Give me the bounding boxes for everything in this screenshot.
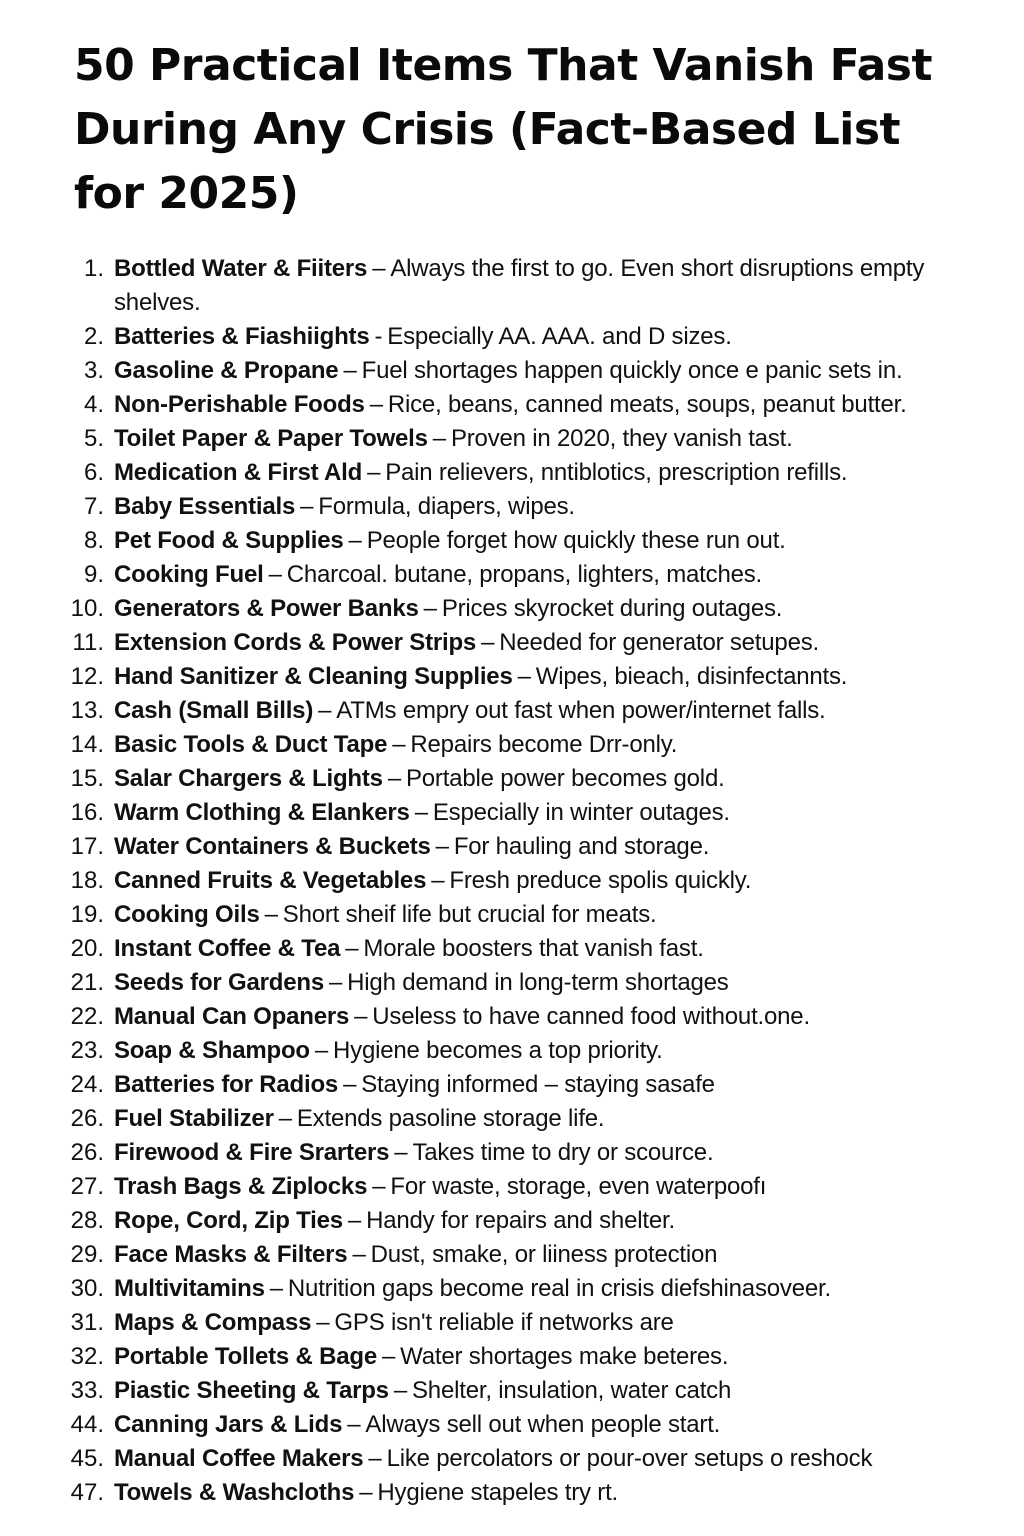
item-number: 47.: [70, 1479, 104, 1506]
item-number: 24.: [70, 1071, 104, 1098]
item-description: Especially AA. AAA. and D sizes.: [387, 323, 732, 350]
item-number: 11.: [72, 629, 104, 656]
item-separator: –: [343, 1071, 357, 1098]
item-name: Non-Perishable Foods: [114, 391, 365, 418]
item-content: [114, 1102, 984, 1136]
item-name: Batteries for Radios: [114, 1071, 339, 1098]
list-item: [54, 1238, 984, 1272]
item-separator: –: [368, 1445, 382, 1472]
item-number: 6.: [83, 459, 104, 486]
item-content: [114, 830, 984, 864]
item-name: Warm Clothing & Elankers: [114, 799, 410, 826]
list-item: [54, 1204, 984, 1238]
item-content: [114, 898, 984, 932]
item-name: Cooking Fuel: [114, 561, 264, 588]
item-number: 15.: [70, 765, 104, 792]
item-separator: -: [374, 323, 383, 350]
item-separator: –: [314, 1037, 329, 1064]
item-name: Seeds for Gardens: [114, 969, 325, 996]
item-name: Medication & First Ald: [114, 459, 363, 486]
item-separator: –: [392, 731, 406, 758]
item-separator: –: [382, 1343, 396, 1370]
item-separator: –: [481, 629, 495, 656]
item-separator: –: [347, 1411, 361, 1438]
item-number: 23.: [70, 1037, 104, 1064]
list-item: [54, 728, 984, 762]
item-name: Extension Cords & Power Strips: [114, 629, 477, 656]
item-content: [114, 1238, 984, 1272]
item-content: [114, 796, 984, 830]
list-item: [54, 932, 984, 966]
item-name: Trash Bags & Ziplocks: [114, 1173, 368, 1200]
item-number: 1.: [83, 255, 104, 282]
list-item: [54, 1068, 984, 1102]
item-description: Rice, beans, canned meats, soups, peanut butter.: [387, 391, 907, 418]
list-item: [54, 966, 984, 1000]
list-item: [54, 796, 984, 830]
item-content: [114, 456, 984, 490]
item-number: 8.: [83, 527, 104, 554]
item-separator: –: [367, 459, 381, 486]
item-separator: –: [387, 765, 401, 792]
item-separator: –: [369, 391, 383, 418]
list-item: [54, 1272, 984, 1306]
item-separator: –: [268, 561, 282, 588]
item-name: Pet Food & Supplies: [114, 527, 344, 554]
list-item: [54, 490, 984, 524]
list-item: [54, 1000, 984, 1034]
item-number: 22.: [70, 1003, 104, 1030]
item-name: Canned Fruits & Vegetables: [114, 867, 427, 894]
item-description: Extends pasoline storage life.: [296, 1105, 605, 1132]
item-number: 12.: [70, 663, 104, 690]
item-name: Face Masks & Filters: [114, 1241, 348, 1268]
item-number: 26.: [70, 1105, 104, 1132]
item-name: Rope, Cord, Zip Ties: [114, 1207, 343, 1234]
page-title: 50 Practical Items That Vanish Fast During Any Crisis (Fact-Based List for 2025): [74, 40, 933, 219]
item-content: [114, 1068, 984, 1102]
item-separator: –: [359, 1479, 373, 1506]
item-content: [114, 660, 984, 694]
item-separator: –: [347, 1207, 362, 1234]
list-item: [54, 830, 984, 864]
item-description: Charcoal. butane, propans, lighters, matches.: [286, 561, 763, 588]
item-number: 45.: [70, 1445, 104, 1472]
list-item: [54, 1374, 984, 1408]
item-name: Manual Coffee Makers: [114, 1445, 364, 1472]
item-separator: –: [329, 969, 343, 996]
item-description: Like percolators or pour-over setups o reshock: [386, 1445, 873, 1472]
item-name: Water Containers & Buckets: [114, 833, 431, 860]
item-description: Proven in 2020, they vanish tast.: [450, 425, 793, 452]
list-item: [54, 1034, 984, 1068]
item-number: 3.: [83, 357, 104, 384]
item-description: Takes time to dry or scource.: [412, 1139, 714, 1166]
item-content: [114, 252, 984, 320]
item-name: Piastic Sheeting & Tarps: [114, 1377, 389, 1404]
item-number: 32.: [70, 1343, 104, 1370]
item-separator: –: [278, 1105, 292, 1132]
item-name: Generators & Power Banks: [114, 595, 419, 622]
item-description: Morale boosters that vanish fast.: [363, 935, 704, 962]
item-description: Staying informed – staying sasafe: [361, 1071, 715, 1098]
item-name: Basic Tools & Duct Tape: [114, 731, 388, 758]
item-description: People forget how quickly these run out.: [366, 527, 786, 554]
item-number: 13.: [70, 697, 104, 724]
item-description: Needed for generator setupes.: [499, 629, 819, 656]
item-separator: –: [318, 697, 332, 724]
item-content: [114, 1408, 984, 1442]
item-content: [114, 762, 984, 796]
item-content: [114, 1442, 984, 1476]
item-description: Prices skyrocket during outages.: [441, 595, 783, 622]
item-content: [114, 1374, 984, 1408]
list-item: [54, 1442, 984, 1476]
list-item: [54, 320, 984, 354]
item-name: Baby Essentials: [114, 493, 296, 520]
item-name: Canning Jars & Lids: [114, 1411, 343, 1438]
item-number: 7.: [83, 493, 104, 520]
item-separator: –: [414, 799, 428, 826]
item-number: 14.: [70, 731, 104, 758]
item-name: Maps & Compass: [114, 1309, 312, 1336]
item-separator: –: [348, 527, 362, 554]
list-item: [54, 1340, 984, 1374]
item-separator: –: [394, 1139, 408, 1166]
item-separator: –: [423, 595, 437, 622]
item-description: GPS isn't reliable if networks are: [334, 1309, 674, 1336]
item-number: 28.: [70, 1207, 104, 1234]
item-content: [114, 1034, 984, 1068]
list-item: [54, 1476, 984, 1510]
item-description: Repairs become Drr-only.: [410, 731, 678, 758]
list-item: [54, 592, 984, 626]
list-item: [54, 354, 984, 388]
item-number: 20.: [70, 935, 104, 962]
item-name: Toilet Paper & Paper Towels: [114, 425, 428, 452]
item-content: [114, 932, 984, 966]
item-name: Portable Tollets & Bage: [114, 1343, 378, 1370]
item-name: Cash (Small Bills): [114, 697, 314, 724]
item-separator: –: [354, 1003, 368, 1030]
item-number: 16.: [70, 799, 104, 826]
item-number: 9.: [83, 561, 104, 588]
item-content: [114, 1272, 984, 1306]
item-number: 18.: [70, 867, 104, 894]
item-name: Gasoline & Propane: [114, 357, 339, 384]
item-content: [114, 728, 984, 762]
item-description: High demand in long-term shortages: [347, 969, 729, 996]
item-content: [114, 1306, 984, 1340]
item-content: [114, 490, 984, 524]
item-description: Pain relievers, nntiblotics, prescription refills.: [385, 459, 848, 486]
list-item: [54, 694, 984, 728]
list-item: [54, 456, 984, 490]
list-item: [54, 524, 984, 558]
list-item: [54, 1408, 984, 1442]
item-name: Salar Chargers & Lights: [114, 765, 383, 792]
item-content: [114, 320, 984, 354]
item-number: 44.: [70, 1411, 104, 1438]
item-number: 19.: [70, 901, 104, 928]
item-content: [114, 354, 984, 388]
item-description: Always the first to go. Even short disruptions empty shelves.: [114, 255, 925, 316]
list-item: [54, 762, 984, 796]
list-item: [54, 388, 984, 422]
item-separator: –: [264, 901, 278, 928]
item-description: Especially in winter outages.: [432, 799, 730, 826]
item-name: Bottled Water & Fiiters: [114, 255, 368, 282]
list-item: [54, 558, 984, 592]
item-separator: –: [372, 1173, 386, 1200]
item-separator: –: [316, 1309, 330, 1336]
item-content: [114, 388, 984, 422]
item-description: Nutrition gaps become real in crisis diefshinasoveer.: [287, 1275, 831, 1302]
item-separator: –: [343, 357, 357, 384]
item-separator: –: [517, 663, 531, 690]
list-item: [54, 626, 984, 660]
item-content: [114, 422, 984, 456]
item-name: Cooking Oils: [114, 901, 260, 928]
item-number: 26.: [70, 1139, 104, 1166]
item-content: [114, 864, 984, 898]
item-description: Fresh preduce spolis quickly.: [449, 867, 752, 894]
item-description: Fuel shortages happen quickly once e panic sets in.: [361, 357, 903, 384]
item-content: [114, 558, 984, 592]
item-number: 5.: [83, 425, 104, 452]
item-name: Multivitamins: [114, 1275, 265, 1302]
item-description: For waste, storage, even waterpoofı: [390, 1173, 767, 1200]
item-number: 21.: [70, 969, 104, 996]
item-content: [114, 626, 984, 660]
item-description: Short sheif life but crucial for meats.: [282, 901, 657, 928]
item-separator: –: [431, 867, 445, 894]
item-description: ATMs empry out fast when power/internet falls.: [336, 697, 826, 724]
item-separator: –: [269, 1275, 283, 1302]
item-name: Fuel Stabilizer: [114, 1105, 274, 1132]
list-item: [54, 422, 984, 456]
item-separator: –: [372, 255, 386, 282]
item-name: Towels & Washcloths: [114, 1479, 355, 1506]
item-number: 17.: [70, 833, 104, 860]
item-description: Formula, diapers, wipes.: [318, 493, 575, 520]
item-description: Shelter, insulation, water catch: [412, 1377, 732, 1404]
item-number: 30.: [70, 1275, 104, 1302]
item-name: Hand Sanitizer & Cleaning Supplies: [114, 663, 513, 690]
item-description: Portable power becomes gold.: [405, 765, 725, 792]
item-description: For hauling and storage.: [453, 833, 710, 860]
item-description: Dust, smake, or liiness protection: [370, 1241, 718, 1268]
item-separator: –: [345, 935, 359, 962]
item-description: Wipes, bieach, disinfectannts.: [535, 663, 848, 690]
item-separator: –: [393, 1377, 407, 1404]
item-number: 27.: [70, 1173, 104, 1200]
item-description: Water shortages make beteres.: [400, 1343, 729, 1370]
list-item: [54, 660, 984, 694]
item-content: [114, 966, 984, 1000]
item-content: [114, 1136, 984, 1170]
list-item: [54, 1170, 984, 1204]
item-separator: –: [300, 493, 314, 520]
item-name: Batteries & Fiashiights: [114, 323, 370, 350]
list-item: [54, 1102, 984, 1136]
item-number: 29.: [70, 1241, 104, 1268]
item-name: Instant Coffee & Tea: [114, 935, 341, 962]
item-content: [114, 1204, 984, 1238]
item-number: 10.: [70, 595, 104, 622]
item-separator: –: [352, 1241, 366, 1268]
item-list: [54, 252, 984, 1510]
item-description: Always sell out when people start.: [365, 1411, 721, 1438]
item-description: Hygiene stapeles try rt.: [377, 1479, 619, 1506]
item-description: Hygiene becomes a top priority.: [333, 1037, 663, 1064]
item-description: Useless to have canned food without.one.: [372, 1003, 810, 1030]
item-separator: –: [435, 833, 449, 860]
item-content: [114, 1476, 984, 1510]
item-name: Manual Can Opaners: [114, 1003, 350, 1030]
list-item: [54, 864, 984, 898]
list-item: [54, 252, 984, 320]
item-name: Soap & Shampoo: [114, 1037, 310, 1064]
list-item: [54, 898, 984, 932]
list-item: [54, 1136, 984, 1170]
item-content: [114, 694, 984, 728]
item-name: Firewood & Fire Srarters: [114, 1139, 390, 1166]
item-content: [114, 1170, 984, 1204]
item-number: 31.: [70, 1309, 104, 1336]
item-content: [114, 592, 984, 626]
item-content: [114, 524, 984, 558]
item-description: Handy for repairs and shelter.: [366, 1207, 675, 1234]
item-separator: –: [432, 425, 446, 452]
list-item: [54, 1306, 984, 1340]
item-content: [114, 1000, 984, 1034]
item-number: 33.: [70, 1377, 104, 1404]
item-number: 2.: [83, 323, 104, 350]
item-content: [114, 1340, 984, 1374]
item-number: 4.: [83, 391, 104, 418]
